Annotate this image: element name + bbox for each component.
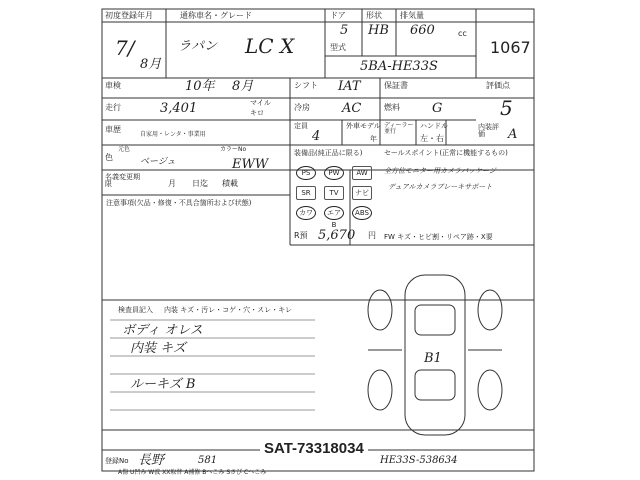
shift-label: シフト — [294, 81, 318, 90]
grade: LC X — [245, 34, 295, 58]
shape-label: 形状 — [366, 11, 382, 20]
displacement-label: 排気量 — [400, 11, 424, 20]
number-label: 登録No — [105, 457, 129, 465]
mileage-value: 3,401 — [160, 101, 198, 116]
lot-number: 1067 — [490, 38, 531, 57]
doors-value: 5 — [340, 23, 349, 38]
fuel-label: 燃料 — [384, 103, 400, 112]
ac-value: AC — [342, 101, 362, 116]
color-no: EWW — [232, 157, 269, 172]
first-reg-day: 8月 — [140, 57, 162, 72]
name-grade-label: 通称車名・グレード — [180, 11, 252, 20]
displacement-value: 660 — [410, 23, 435, 38]
mileage-unit-mile: マイル — [250, 99, 271, 107]
shift-value: IAT — [338, 79, 361, 94]
diagram-mark: B1 — [424, 351, 442, 366]
doors-label: ドア — [330, 11, 346, 20]
equipment-item: ナビ — [352, 186, 372, 200]
sales-point-1: 全方位モニター用カメラパッケージ — [384, 167, 496, 175]
shape-value: HB — [368, 23, 389, 38]
import-year: 年 — [370, 135, 377, 143]
recycle-value: 5,670 — [318, 228, 356, 243]
equipment-item: PS — [296, 166, 316, 180]
first-reg-label: 初度登録年月 — [105, 11, 153, 20]
damage-legend: A傷 U凹み W波 XX取替 A補修 Bへこみ Sさび Cへこみ — [118, 469, 267, 476]
history-label: 車歴 — [105, 125, 121, 134]
fuel-value: G — [432, 101, 443, 116]
inspection-year: 10年 — [185, 79, 215, 94]
equipment-item: PW — [324, 166, 344, 180]
interior-value: A — [508, 127, 518, 142]
mileage-label: 走行 — [105, 103, 121, 112]
name-change-label: 名義変更期限 — [105, 173, 140, 188]
car-name: ラパン — [178, 39, 218, 54]
warranty-label: 保証書 — [384, 81, 408, 90]
first-reg-month: 7/ — [115, 36, 135, 60]
handle-label: ハンドル — [420, 122, 448, 130]
equipment-label: 装備品(純正品に限る) — [294, 149, 363, 157]
sales-point-2: デュアルカメラブレーキサポート — [388, 183, 493, 191]
day-label: 日迄 — [192, 179, 208, 188]
reg-number: 581 — [198, 455, 218, 466]
equipment-item: エアB — [324, 206, 344, 220]
inspector-note-2: 内装 キズ — [130, 341, 186, 356]
history-options: 自家用・レンタ・事業用 — [140, 131, 206, 138]
mileage-unit-km: キロ — [250, 109, 264, 117]
equipment-item: ABS — [352, 206, 372, 220]
dealer-label: ディーラー並行 — [384, 122, 414, 135]
color-no-label: カラーNo — [220, 146, 247, 153]
color-value: ベージュ — [140, 157, 176, 167]
inspector-header: 内装 キズ・汚レ・コゲ・穴・スレ・キレ — [164, 306, 293, 314]
inspector-note-3: ルーキズ B — [130, 377, 196, 392]
month-label: 月 — [168, 179, 176, 188]
score-label: 評価点 — [486, 81, 510, 90]
reg-region: 長野 — [138, 453, 165, 468]
reduction-label: 積載 — [222, 179, 238, 188]
chassis-number: HE33S-538634 — [380, 455, 458, 466]
cc-label: cc — [458, 29, 467, 38]
inspection-label: 車検 — [105, 81, 121, 90]
import-label: 外車モデル — [346, 122, 381, 130]
equipment-item: カワ — [296, 206, 316, 220]
inspection-month: 8月 — [232, 79, 254, 94]
sales-points-label: セールスポイント(正常に機能するもの) — [384, 149, 508, 157]
inspector-label: 検査員記入 — [118, 306, 153, 314]
equipment-item: SR — [296, 186, 316, 200]
model-value: 5BA-HE33S — [360, 59, 438, 74]
interior-label: 内装評価 — [478, 123, 499, 138]
equipment-item: TV — [324, 186, 344, 200]
color-label: 色 — [105, 153, 113, 162]
seats-value: 4 — [312, 129, 321, 144]
recycle-label: R預 — [294, 231, 308, 240]
inspector-note-1: ボディ オレス — [122, 323, 203, 338]
recycle-unit: 円 — [368, 231, 376, 240]
seats-label: 定員 — [294, 122, 308, 130]
equipment-item: AW — [352, 166, 372, 180]
score-value: 5 — [500, 96, 513, 120]
ac-label: 冷房 — [294, 103, 310, 112]
model-label: 型式 — [330, 43, 346, 52]
stock-id: SAT-73318034 — [260, 440, 368, 457]
color-orig-label: 元色 — [118, 146, 131, 153]
legend-bar: FW キズ・ヒビ割・リペア跡・X要 — [384, 233, 493, 241]
handle-value: 左・右 — [420, 134, 444, 143]
notes-label: 注意事項(欠品・修復・不具合箇所および状態) — [106, 199, 252, 207]
